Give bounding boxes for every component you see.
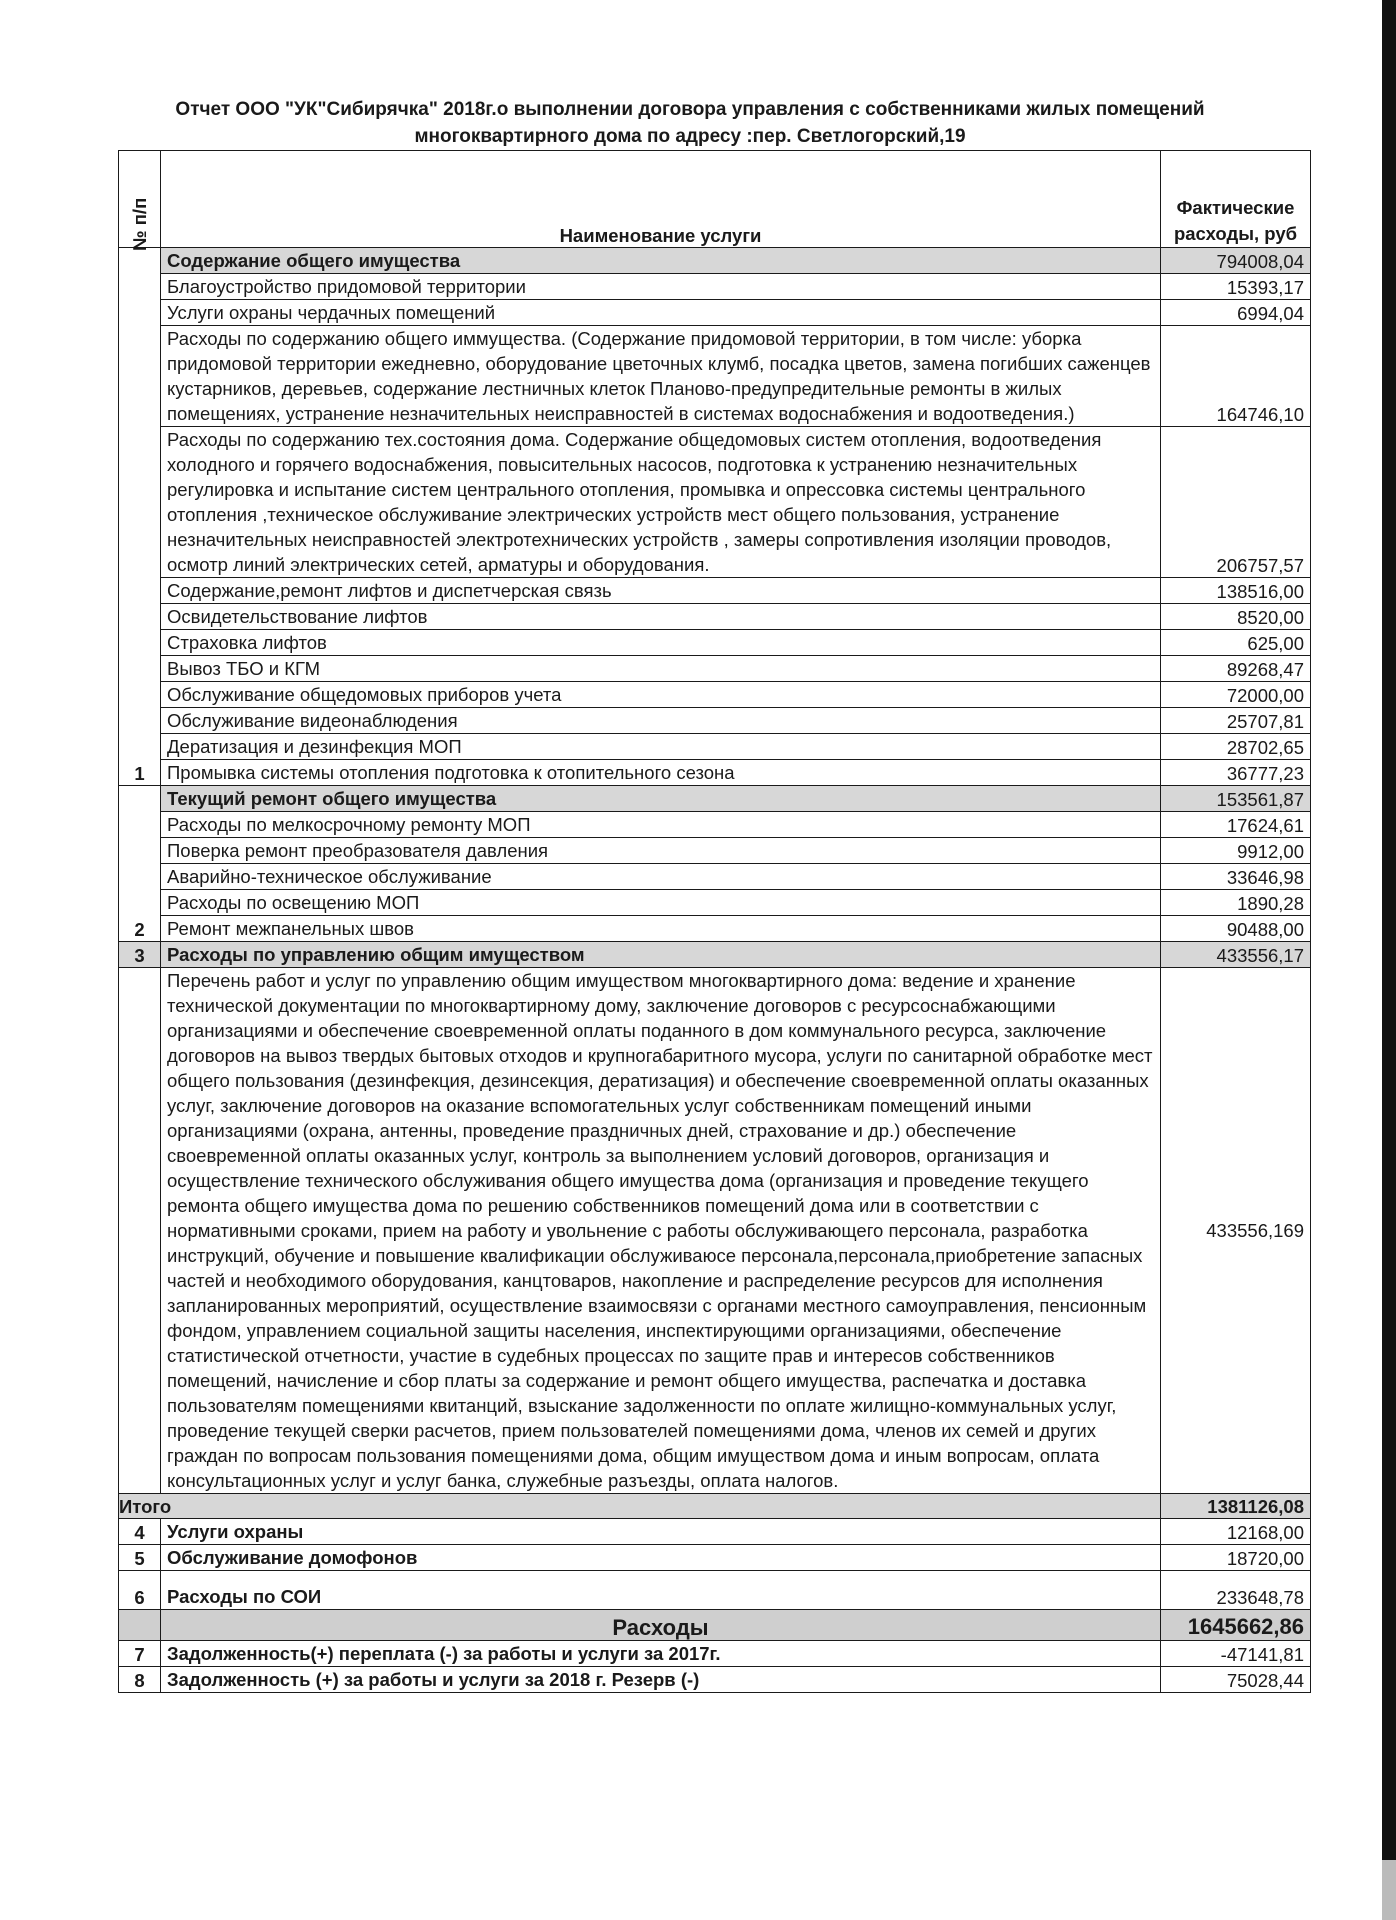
table-row: Расходы по содержанию общего иммущества. (Содержание придомовой территории, в том числе: уборка придомовой территории ежедневно, оборудование цветочных клумб, посадка цветов, замена погибших саженцев кустарников, деревьев, содержание лестничных клеток Планово-предупредительные ремонты в жилых помещениях, устранение незначительных неисправностей в системах водоснабжения и водоотведения.) 164746,10 xyxy=(119,326,1311,427)
table-row: Расходы по мелкосрочному ремонту МОП 17624,61 xyxy=(119,812,1311,838)
table-row: Обслуживание видеонаблюдения 25707,81 xyxy=(119,708,1311,734)
header-num: № п/п xyxy=(119,151,161,248)
section-name: Содержание общего имущества xyxy=(161,248,1161,274)
table-row: 7 Задолженность(+) переплата (-) за работы и услуги за 2017г. -47141,81 xyxy=(119,1641,1311,1667)
subtotal-row xyxy=(119,1494,1311,1519)
report-title-line2: многоквартирного дома по адресу :пер. Светлогорский,19 xyxy=(414,126,966,147)
header-name: Наименование услуги xyxy=(161,151,1161,248)
table-row: 8 Задолженность (+) за работы и услуги за 2018 г. Резерв (-) 75028,44 xyxy=(119,1667,1311,1693)
table-row: Перечень работ и услуг по управлению общим имуществом многоквартирного дома: ведение и хранение технической документации по многоквартирному дому, заключение договоров с ресурсоснабжающими организациями и обеспечение своевременной оплаты поданного в дом коммунального ресурса, заключение договоров на вывоз твердых бытовых отходов и крупногабаритного мусора, услуги по санитарной обработке мест общего пользования (дезинфекция, дезинсекция, дератизация) и обеспечение своевременной оплаты оказанных услуг, заключение договоров на оказание вспомогательных услуг собственникам помещений иными организациями (охрана, антенны, проведение праздничных дней, страхование и др.) обеспечение своевременной оплаты оказанных услуг, контроль за выполнением условий договоров, организация и осуществление технического обслуживания общего имущества дома (организация и проведение текущего ремонта общего имущества дома по решению собственников помещений дома или в соответствии с нормативными сроками, прием на работу и увольнение с работы обслуживающего персонала, разработка инструкций, обучение и повышение квалификации обслуживаюсе персонала,персонала,приобретение запасных частей и необходимого оборудования, канцтоваров, накопление и распределение ресурсов для исполнения запланированных мероприятий, осуществление взаимосвязи с органами местного самоуправления, пенсионным фондом, управлением социальной защиты населения, инспектирующими организациями, обеспечение статистической отчетности, участие в судебных процессах по защите прав и интересов собственников помещений, начисление и сбор платы за содержание и ремонт общего имущества, распечатка и доставка пользователям помещениями квитанций, взыскание задолженности по оплате жилищно-коммунальных услуг, проведение текущей сверки расчетов, прием пользователей помещениями дома, членов их семей и других граждан по вопросам пользования помещениями дома, общим имуществом дома и иным вопросам, оплата консультационных услуг и услуг банка, служебные разъезды, оплата налогов. 433556,169 xyxy=(119,968,1311,1494)
total-label: Расходы xyxy=(161,1610,1161,1641)
table-row: Расходы по содержанию тех.состояния дома. Содержание общедомовых систем отопления, водоотведения холодного и горячего водоснабжения, повысительных насосов, подготовка к устранению незначительных регулировка и испытание систем центрального отопления, промывка и опрессовка системы центрального отопления ,техническое обслуживание электрических устройств мест общего пользования, устранение незначительных неисправностей электротехнических устройств , замеры сопротивления изоляции проводов, осмотр линий электрических сетей, арматуры и оборудования. 206757,57 xyxy=(119,427,1311,578)
header-row xyxy=(119,151,1311,248)
table-row: 6 Расходы по СОИ 233648,78 xyxy=(119,1571,1311,1610)
report-title xyxy=(90,96,1290,150)
section-num: 3 xyxy=(119,942,161,968)
table-row: Страховка лифтов 625,00 xyxy=(119,630,1311,656)
total-row xyxy=(119,1610,1311,1641)
table-row: Содержание,ремонт лифтов и диспетчерская связь 138516,00 xyxy=(119,578,1311,604)
section-row xyxy=(119,248,1311,274)
table-row: Благоустройство придомовой территории 15393,17 xyxy=(119,274,1311,300)
section-row xyxy=(119,786,1311,812)
section-value: 794008,04 xyxy=(1161,248,1311,274)
subtotal-label: Итого xyxy=(119,1494,1161,1519)
table-row: Вывоз ТБО и КГМ 89268,47 xyxy=(119,656,1311,682)
table-row: Аварийно-техническое обслуживание 33646,98 xyxy=(119,864,1311,890)
table-row: Обслуживание общедомовых приборов учета 72000,00 xyxy=(119,682,1311,708)
section-name: Расходы по управлению общим имуществом xyxy=(161,942,1161,968)
table-row: 4 Услуги охраны 12168,00 xyxy=(119,1519,1311,1545)
header-value: Фактические расходы, руб xyxy=(1161,151,1311,248)
subtotal-value: 1381126,08 xyxy=(1161,1494,1311,1519)
total-value: 1645662,86 xyxy=(1161,1610,1311,1641)
report-title-line1: Отчет ООО "УК"Сибирячка" 2018г.о выполнении договора управления с собственниками жилых помещений xyxy=(175,99,1205,120)
section-value: 433556,17 xyxy=(1161,942,1311,968)
table-row: Ремонт межпанельных швов 90488,00 xyxy=(119,916,1311,942)
table-row: 5 Обслуживание домофонов 18720,00 xyxy=(119,1545,1311,1571)
table-row: Поверка ремонт преобразователя давления 9912,00 xyxy=(119,838,1311,864)
scan-edge-bottom xyxy=(1382,1860,1396,1920)
scan-edge xyxy=(1382,0,1396,1920)
report-table xyxy=(118,150,1311,1693)
section-name: Текущий ремонт общего имущества xyxy=(161,786,1161,812)
section-num: 1 xyxy=(119,248,161,786)
section-row xyxy=(119,942,1311,968)
section-num: 2 xyxy=(119,786,161,942)
section-value: 153561,87 xyxy=(1161,786,1311,812)
table-row: Промывка системы отопления подготовка к отопительного сезона 36777,23 xyxy=(119,760,1311,786)
table-row: Освидетельствование лифтов 8520,00 xyxy=(119,604,1311,630)
table-row: Услуги охраны чердачных помещений 6994,04 xyxy=(119,300,1311,326)
table-row: Дератизация и дезинфекция МОП 28702,65 xyxy=(119,734,1311,760)
table-row: Расходы по освещению МОП 1890,28 xyxy=(119,890,1311,916)
